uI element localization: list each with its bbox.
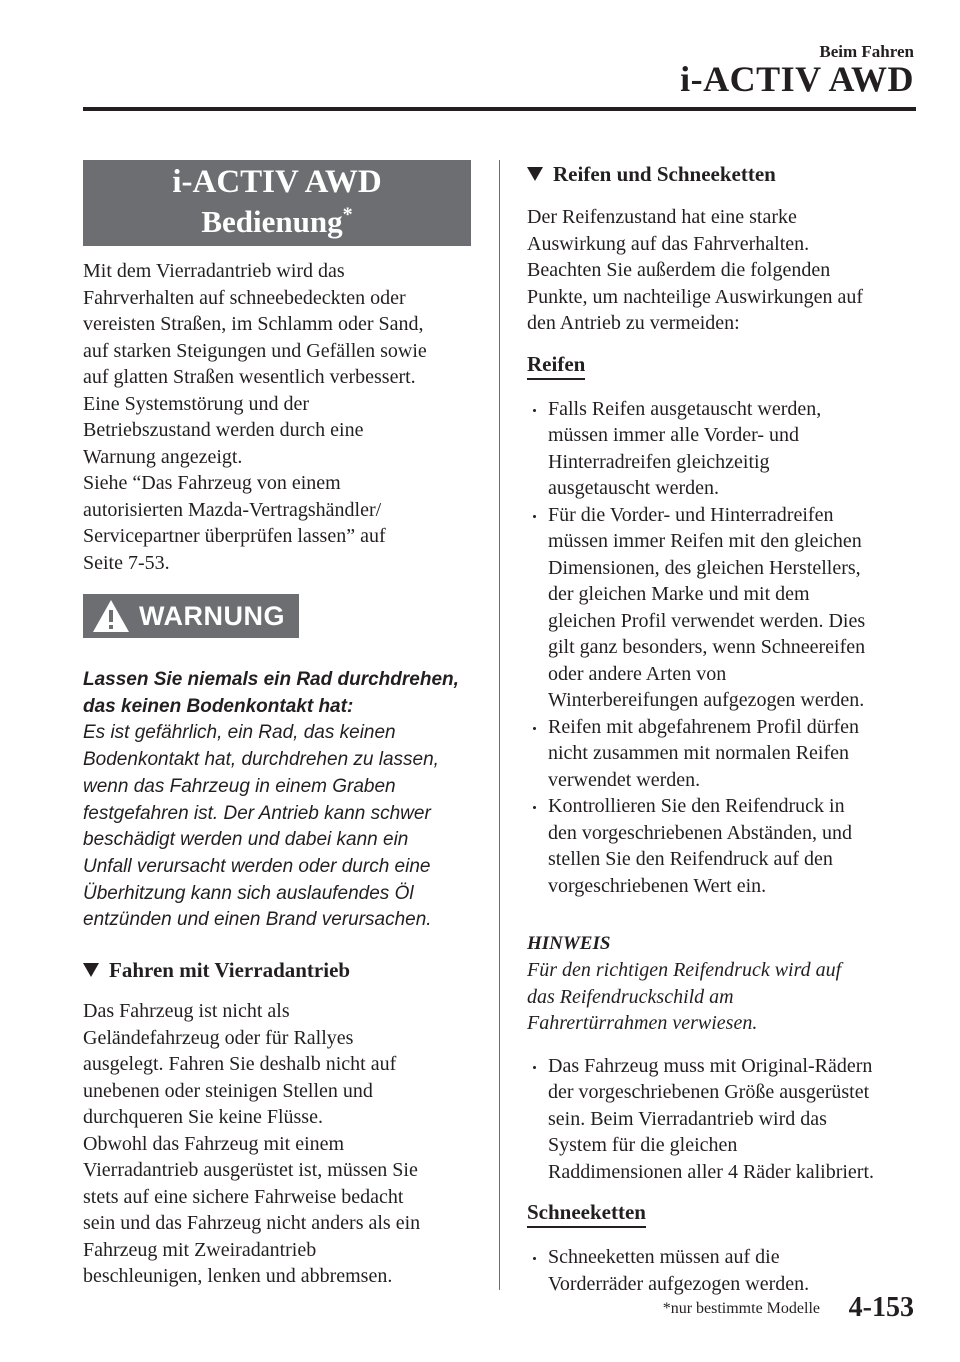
text-line: Servicepartner überprüfen lassen” auf: [83, 525, 386, 547]
triangle-down-icon: [83, 963, 99, 977]
text-line: Seite 7-53.: [83, 551, 170, 574]
schneeketten-heading: Schneeketten: [527, 1199, 646, 1228]
asterisk-mark: *: [342, 203, 353, 226]
warning-line: beschädigt werden und dabei kann ein: [83, 829, 409, 851]
text-line: Obwohl das Fahrzeug mit einem: [83, 1132, 345, 1155]
text-line: Siehe “Das Fahrzeug von einem: [83, 472, 341, 494]
schneeketten-list: [527, 1244, 919, 1297]
driving-heading-text: Fahren mit Vierradantrieb: [109, 958, 351, 983]
footnote: *nur bestimmte Modelle: [662, 1300, 820, 1317]
right-column: [527, 160, 919, 1297]
left-column: [83, 160, 471, 1290]
list-item: Kontrollieren Sie den Reifendruck in den vorgeschriebenen Abständen, und stellen Sie den Reifendruck auf den vorgeschriebenen Wert ein.: [527, 793, 919, 899]
list-item: Falls Reifen ausgetauscht werden, müssen immer alle Vorder- und Hinterradreifen gleichzeitig ausgetauscht werden.: [527, 396, 919, 502]
warning-text: [83, 667, 471, 934]
section-title-line2: Bedienung: [201, 204, 343, 239]
text-line: unebenen oder steinigen Stellen und: [83, 1079, 373, 1102]
warning-bold-line: Lassen Sie niemals ein Rad durchdrehen,: [83, 669, 459, 690]
driving-paragraph: [83, 998, 471, 1290]
intro-paragraph: [83, 258, 471, 576]
text-line: beschleunigen, lenken und abbremsen.: [83, 1265, 393, 1288]
section-title-line1: i-ACTIV AWD: [172, 164, 382, 200]
warning-line: Überhitzung kann sich auslaufendes Öl: [83, 882, 414, 904]
section-title-box: [83, 160, 471, 246]
tires-heading: [527, 160, 919, 188]
note-line: Für den richtigen Reifendruck wird auf: [527, 959, 842, 981]
list-item: Reifen mit abgefahrenem Profil dürfen nicht zusammen mit normalen Reifen verwendet werden.: [527, 714, 919, 794]
page-number: 4-153: [848, 1292, 914, 1323]
warning-line: entzünden und einen Brand verursachen.: [83, 909, 432, 931]
warning-line: Unfall verursacht werden oder durch eine: [83, 855, 431, 877]
note-line: das Reifendruckschild am: [527, 985, 734, 1008]
warning-label: WARNUNG: [139, 600, 285, 631]
list-item: Das Fahrzeug muss mit Original-Rädern der vorgeschriebenen Größe ausgerüstet sein. Beim Vierradantrieb wird das System für die gleichen Raddimensionen aller 4 Räder kalibriert.: [527, 1053, 919, 1186]
warning-line: Es ist gefährlich, ein Rad, das keinen: [83, 722, 396, 744]
text-line: den Antrieb zu vermeiden:: [527, 312, 740, 334]
text-line: auf starken Steigungen und Gefällen sowie: [83, 339, 427, 362]
warning-triangle-icon: [91, 598, 131, 634]
text-line: Mit dem Vierradantrieb wird das: [83, 260, 345, 282]
text-line: ausgelegt. Fahren Sie deshalb nicht auf: [83, 1053, 397, 1076]
text-line: Geländefahrzeug oder für Rallyes: [83, 1026, 354, 1049]
list-item: Für die Vorder- und Hinterradreifen müssen immer Reifen mit den gleichen Dimensionen, des gleichen Herstellers, der gleichen Marke und mit dem gleichen Profil verwendet werden. Dies gilt ganz besonders, wenn Schneereifen oder andere Arten von Winterbereifungen aufgezogen werden.: [527, 502, 919, 714]
text-line: Betriebszustand werden durch eine: [83, 419, 364, 441]
original-wheel-list: [527, 1053, 919, 1186]
warning-line: Bodenkontakt hat, durchdrehen zu lassen,: [83, 749, 439, 771]
text-line: Eine Systemstörung und der: [83, 392, 310, 415]
reifen-heading: Reifen: [527, 351, 585, 380]
text-line: Vierradantrieb ausgerüstet ist, müssen Sie: [83, 1159, 418, 1182]
warning-bold-line: das keinen Bodenkontakt hat:: [83, 695, 354, 717]
list-item: Schneeketten müssen auf die Vorderräder aufgezogen werden.: [527, 1244, 919, 1297]
text-line: Warnung angezeigt.: [83, 445, 243, 468]
warning-badge: [83, 594, 299, 638]
text-line: Fahrverhalten auf schneebedeckten oder: [83, 286, 406, 309]
text-line: vereisten Straßen, im Schlamm oder Sand,: [83, 313, 424, 335]
header-title: i-ACTIV AWD: [680, 59, 914, 99]
text-line: Fahrzeug mit Zweiradantrieb: [83, 1238, 317, 1261]
header-rule: [83, 107, 916, 111]
triangle-down-icon: [527, 167, 543, 181]
text-line: Der Reifenzustand hat eine starke: [527, 206, 797, 228]
text-line: autorisierten Mazda-Vertragshändler/: [83, 498, 382, 521]
text-line: Das Fahrzeug ist nicht als: [83, 1000, 290, 1023]
text-line: Auswirkung auf das Fahrverhalten.: [527, 232, 810, 255]
text-line: auf glatten Straßen wesentlich verbessert.: [83, 366, 416, 388]
text-line: Punkte, um nachteilige Auswirkungen auf: [527, 285, 864, 308]
tires-heading-text: Reifen und Schneeketten: [553, 162, 776, 186]
text-line: durchqueren Sie keine Flüsse.: [83, 1106, 323, 1129]
hinweis-label: HINWEIS: [527, 933, 611, 954]
warning-line: festgefahren ist. Der Antrieb kann schwer: [83, 802, 431, 824]
warning-line: wenn das Fahrzeug in einem Graben: [83, 775, 396, 797]
text-line: stets auf eine sichere Fahrweise bedacht: [83, 1185, 404, 1208]
hinweis-note: [527, 931, 919, 1037]
column-divider: [499, 160, 500, 1290]
reifen-list: [527, 396, 919, 900]
text-line: Beachten Sie außerdem die folgenden: [527, 259, 831, 281]
header-section: Beim Fahren: [819, 42, 914, 61]
text-line: sein und das Fahrzeug nicht anders als ein: [83, 1212, 421, 1235]
tires-intro: [527, 204, 919, 337]
driving-heading: [83, 956, 471, 984]
note-line: Fahrertürrahmen verwiesen.: [527, 1012, 758, 1034]
